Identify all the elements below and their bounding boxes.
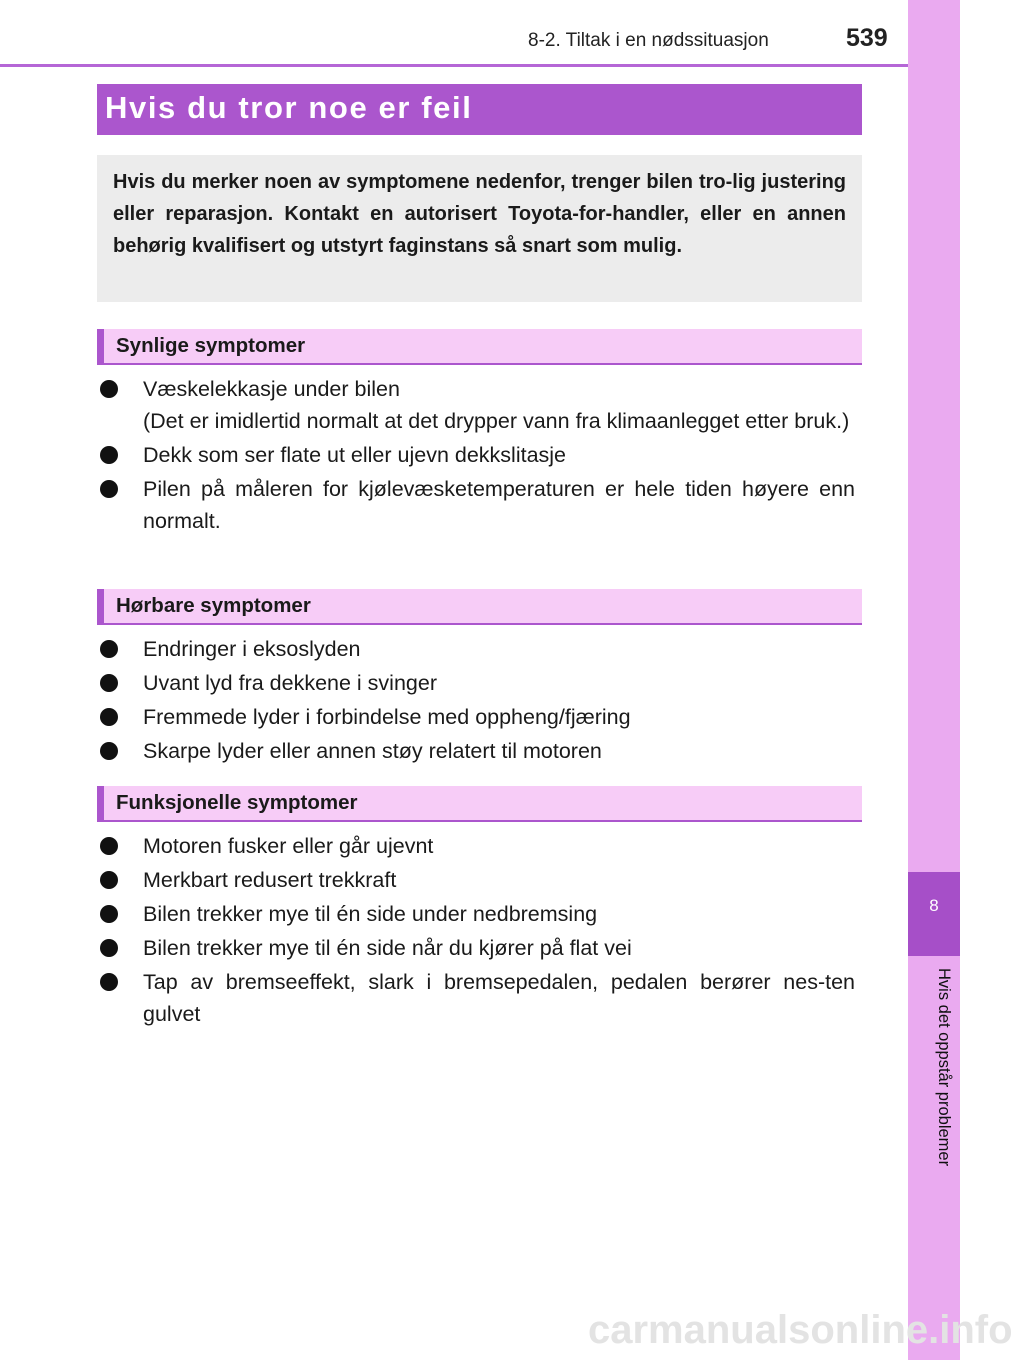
list-item — [97, 898, 862, 930]
list-item-text: Uvant lyd fra dekkene i svinger — [143, 671, 437, 695]
list-item-text: Dekk som ser flate ut eller ujevn dekkslitasje — [143, 443, 567, 467]
bullet-icon — [100, 837, 118, 855]
bullet-icon — [100, 871, 118, 889]
list-item — [97, 439, 862, 471]
section-title: Synlige symptomer — [116, 334, 306, 357]
symptom-list-visible — [97, 373, 862, 539]
watermark: carmanualsonline.info — [588, 1308, 1013, 1352]
list-item-note: (Det er imidlertid normalt at det drypper vann fra klimaanlegget etter bruk.) — [143, 409, 850, 433]
list-item — [97, 373, 862, 437]
bullet-icon — [100, 380, 118, 398]
page-number: 539 — [846, 24, 888, 52]
list-item-text: Fremmede lyder i forbindelse med oppheng/fjæring — [143, 705, 631, 729]
section-title: Funksjonelle symptomer — [116, 791, 358, 814]
list-item-text: Væskelekkasje under bilen — [143, 377, 400, 401]
intro-text: Hvis du merker noen av symptomene nedenfor, trenger bilen tro-lig justering eller reparasjon. Kontakt en autorisert Toyota-for-handler, eller en annen behørig kvalifisert og utstyrt faginstans så snart som mulig. — [113, 171, 846, 257]
list-item-text: Tap av bremseeffekt, slark i bremsepedalen, pedalen berører nes-ten gulvet — [143, 970, 855, 1026]
bullet-icon — [100, 939, 118, 957]
list-item — [97, 473, 862, 537]
symptom-list-functional — [97, 830, 862, 1032]
bullet-icon — [100, 742, 118, 760]
chapter-number: 8 — [929, 896, 939, 915]
list-item — [97, 830, 862, 862]
bullet-icon — [100, 446, 118, 464]
bullet-icon — [100, 708, 118, 726]
list-item — [97, 735, 862, 767]
bullet-icon — [100, 640, 118, 658]
list-item — [97, 932, 862, 964]
section-header-functional — [97, 786, 862, 822]
list-item-text: Bilen trekker mye til én side når du kjører på flat vei — [143, 936, 632, 960]
bullet-icon — [100, 905, 118, 923]
page-title-banner — [97, 84, 862, 135]
symptom-list-audible — [97, 633, 862, 769]
section-title: Hørbare symptomer — [116, 594, 311, 617]
bullet-icon — [100, 973, 118, 991]
running-header-section: 8-2. Tiltak i en nødssituasjon — [528, 30, 769, 51]
section-header-visible — [97, 329, 862, 365]
section-header-audible — [97, 589, 862, 625]
bullet-icon — [100, 674, 118, 692]
list-item-text: Motoren fusker eller går ujevnt — [143, 834, 434, 858]
list-item-text: Merkbart redusert trekkraft — [143, 868, 397, 892]
list-item — [97, 633, 862, 665]
list-item — [97, 701, 862, 733]
bullet-icon — [100, 480, 118, 498]
page-title: Hvis du tror noe er feil — [105, 90, 473, 125]
list-item-text: Pilen på måleren for kjølevæsketemperaturen er hele tiden høyere enn normalt. — [143, 477, 855, 533]
intro-box — [97, 155, 862, 302]
chapter-title: Hvis det oppstår problemer — [935, 968, 953, 1167]
list-item — [97, 966, 862, 1030]
header-divider — [0, 64, 908, 67]
list-item-text: Endringer i eksoslyden — [143, 637, 361, 661]
list-item — [97, 667, 862, 699]
list-item-text: Bilen trekker mye til én side under nedbremsing — [143, 902, 598, 926]
list-item-text: Skarpe lyder eller annen støy relatert til motoren — [143, 739, 602, 763]
list-item — [97, 864, 862, 896]
